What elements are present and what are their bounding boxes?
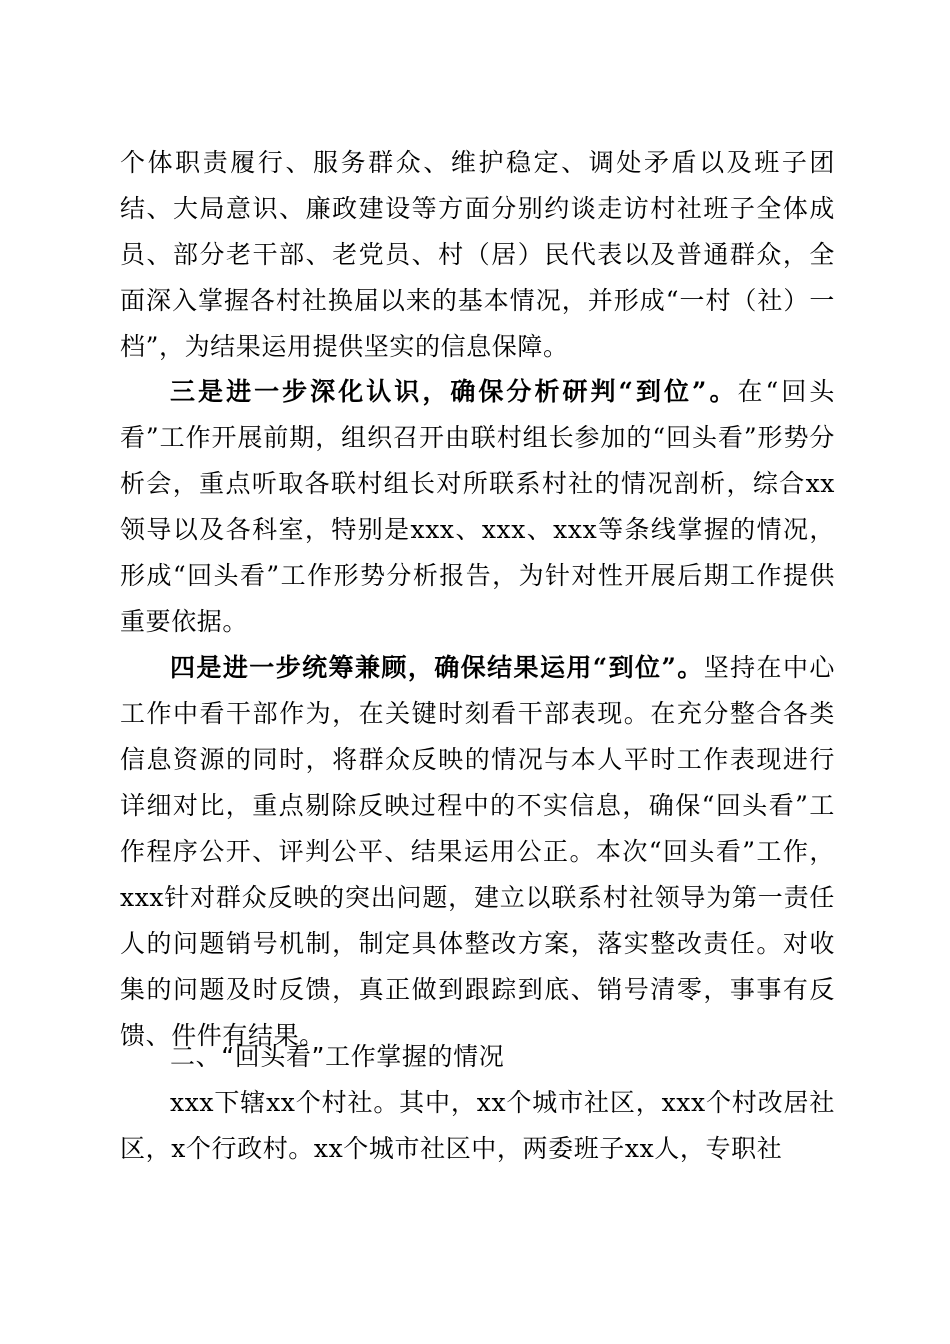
paragraph-2-body: 在“回头看”工作开展前期，组织召开由联村组长参加的“回头看”形势分析会，重点听取各联村组长对所联系村社的情况剖析，综合xx领导以及各科室，特别是xxx、xxx、xxx等条线掌握的情况，形成“回头看”工作形势分析报告，为针对性开展后期工作提供重要依据。 bbox=[120, 377, 835, 636]
paragraph-2-lead: 三是进一步深化认识，确保分析研判“到位”。 bbox=[170, 377, 738, 406]
paragraph-3-body: 坚持在中心工作中看干部作为，在关键时刻看干部表现。在充分整合各类信息资源的同时，将群众反映的情况与本人平时工作表现进行详细对比，重点剔除反映过程中的不实信息，确保“回头看”工作程序公开、评判公平、结果运用公正。本次“回头看”工作，xxx针对群众反映的突出问题，建立以联系村社领导为第一责任人的问题销号机制，制定具体整改方案，落实整改责任。对收集的问题及时反馈，真正做到跟踪到底、销号清零，事事有反馈、件件有结果。 bbox=[120, 653, 835, 1050]
paragraph-3-lead: 四是进一步统筹兼顾，确保结果运用“到位”。 bbox=[170, 653, 704, 682]
body-paragraph-3 bbox=[120, 645, 835, 1059]
body-paragraph-4: xxx下辖xx个村社。其中，xx个城市社区，xxx个村改居社区，x个行政村。xx个城市社区中，两委班子xx人，专职社 bbox=[120, 1088, 835, 1163]
body-paragraph-2 bbox=[120, 369, 835, 645]
section-heading: 二、“回头看”工作掌握的情况 bbox=[170, 1042, 505, 1071]
body-paragraph-1: 个体职责履行、服务群众、维护稳定、调处矛盾以及班子团结、大局意识、廉政建设等方面分别约谈走访村社班子全体成员、部分老干部、老党员、村（居）民代表以及普通群众，全面深入掌握各村社换届以来的基本情况，并形成“一村（社）一档”，为结果运用提供坚实的信息保障。 bbox=[120, 148, 835, 361]
